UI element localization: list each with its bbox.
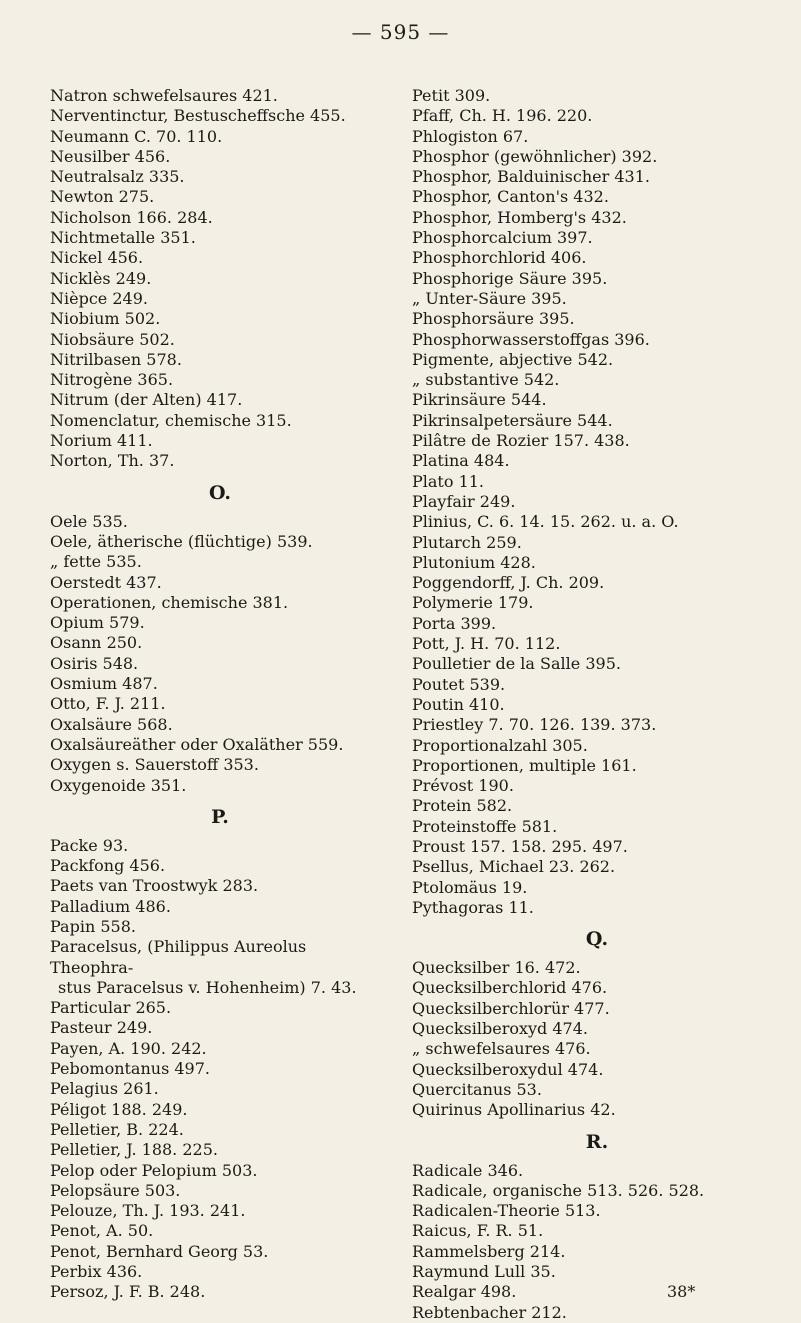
index-entry: Particular 265. — [50, 998, 172, 1018]
index-entry: Oxygen s. Sauerstoff 353. — [50, 755, 259, 775]
index-entry: Proportionalzahl 305. — [412, 735, 588, 755]
index-entry: Rebtenbacher 212. — [412, 1302, 567, 1322]
index-entry: Oxygenoide 351. — [50, 775, 187, 795]
index-entry: Phosphorcalcium 397. — [412, 228, 593, 248]
index-entry: „ fette 535. — [50, 552, 142, 572]
section-heading-q: Q. — [585, 928, 609, 951]
index-entry: Nomenclatur, chemische 315. — [50, 410, 292, 430]
index-entry: Operationen, chemische 381. — [50, 592, 289, 612]
index-entry: Proportionen, multiple 161. — [412, 755, 637, 775]
index-entry: Niobsäure 502. — [50, 329, 175, 349]
index-entry: Osmium 487. — [50, 674, 158, 694]
index-entry: Osiris 548. — [50, 653, 139, 673]
index-entry: Pelopsäure 503. — [50, 1180, 181, 1200]
index-entry: Pythagoras 11. — [412, 897, 534, 917]
index-entry: Persoz, J. F. B. 248. — [50, 1282, 206, 1302]
index-entry: Polymerie 179. — [412, 593, 534, 613]
index-entry: Nicholson 166. 284. — [50, 207, 213, 227]
index-entry: Otto, F. J. 211. — [50, 694, 166, 714]
index-entry: Quecksilberoxyd 474. — [412, 1019, 588, 1039]
index-entry: Phosphor, Balduinischer 431. — [412, 167, 650, 187]
index-entry: Phosphor, Homberg's 432. — [412, 207, 627, 227]
index-entry: Penot, A. 50. — [50, 1221, 154, 1241]
index-entry: Pott, J. H. 70. 112. — [412, 634, 561, 654]
index-entry: Pebomontanus 497. — [50, 1059, 210, 1079]
index-entry: Nièpce 249. — [50, 288, 148, 308]
index-entry: Quecksilber 16. 472. — [412, 958, 581, 978]
index-entry-paracelsus — [50, 937, 390, 998]
index-entry: Phosphorsäure 395. — [412, 309, 575, 329]
index-entry: Packe 93. — [50, 835, 129, 855]
index-entry: Quecksilberchlorür 477. — [412, 998, 610, 1018]
index-entry: Natron schwefelsaures 421. — [50, 86, 278, 105]
index-entry: Pelletier, J. 188. 225. — [50, 1140, 218, 1160]
index-entry: Phosphorwasserstoffgas 396. — [412, 329, 650, 349]
index-entry: Pelop oder Pelopium 503. — [50, 1160, 258, 1180]
index-entry: Quercitanus 53. — [412, 1079, 542, 1099]
index-entry: Phosphorige Säure 395. — [412, 268, 608, 288]
index-entry: Phosphorchlorid 406. — [412, 248, 587, 268]
index-entry: Pelletier, B. 224. — [50, 1119, 184, 1139]
index-entry: Oele 535. — [50, 511, 128, 531]
page-number: — 595 — — [351, 20, 450, 44]
index-entry: Pikrinsalpetersäure 544. — [412, 410, 613, 430]
index-group-n — [50, 86, 390, 472]
index-entry: Pikrinsäure 544. — [412, 390, 547, 410]
index-entry: Pelagius 261. — [50, 1079, 159, 1099]
index-entry: Nitrum (der Alten) 417. — [50, 390, 243, 410]
index-entry: Niobium 502. — [50, 309, 161, 329]
index-entry: Protein 582. — [412, 796, 513, 816]
index-entry: Phlogiston 67. — [412, 126, 529, 146]
index-entry: Newton 275. — [50, 187, 155, 207]
signature-mark: 38* — [667, 1282, 696, 1301]
index-entry: Neutralsalz 335. — [50, 167, 185, 187]
index-entry: Raicus, F. R. 51. — [412, 1221, 544, 1241]
index-entry: Proust 157. 158. 295. 497. — [412, 836, 628, 856]
index-entry: Plutarch 259. — [412, 532, 522, 552]
index-column-left — [50, 86, 390, 1303]
index-entry: Psellus, Michael 23. 262. — [412, 857, 616, 877]
index-entry: Pilâtre de Rozier 157. 438. — [412, 431, 630, 451]
index-entry: Packfong 456. — [50, 856, 166, 876]
index-entry: Radicale, organische 513. 526. 528. — [412, 1180, 705, 1200]
index-entry: Penot, Bernhard Georg 53. — [50, 1241, 269, 1261]
index-entry: Plutonium 428. — [412, 552, 536, 572]
index-entry: Quecksilberchlorid 476. — [412, 978, 608, 998]
index-entry: Norton, Th. 37. — [50, 451, 175, 471]
index-entry: Plinius, C. 6. 14. 15. 262. u. a. O. — [412, 512, 679, 532]
index-entry: Nickel 456. — [50, 248, 144, 268]
index-entry: Poggendorff, J. Ch. 209. — [412, 573, 605, 593]
index-column-right — [412, 86, 782, 1323]
index-entry: „ schwefelsaures 476. — [412, 1039, 591, 1059]
index-entry: Papin 558. — [50, 916, 136, 936]
index-entry: Poutet 539. — [412, 674, 506, 694]
index-entry: Raymund Lull 35. — [412, 1262, 556, 1282]
index-entry: Pelouze, Th. J. 193. 241. — [50, 1201, 246, 1221]
index-entry: Palladium 486. — [50, 896, 171, 916]
index-entry: Nitrogène 365. — [50, 370, 174, 390]
index-entry: Perbix 436. — [50, 1262, 143, 1282]
index-entry: „ Unter-Säure 395. — [412, 288, 567, 308]
index-entry: Radicale 346. — [412, 1160, 524, 1180]
index-group-p — [50, 836, 390, 1303]
index-entry: Oerstedt 437. — [50, 572, 162, 592]
index-entry: Playfair 249. — [412, 491, 516, 511]
index-entry: Petit 309. — [412, 86, 491, 105]
index-entry: Pasteur 249. — [50, 1018, 153, 1038]
index-entry: Porta 399. — [412, 613, 497, 633]
index-entry: Quecksilberoxydul 474. — [412, 1059, 604, 1079]
index-entry: Ptolomäus 19. — [412, 877, 528, 897]
index-entry: Plato 11. — [412, 471, 485, 491]
index-entry: Pigmente, abjective 542. — [412, 349, 614, 369]
index-entry: Platina 484. — [412, 451, 510, 471]
index-entry: Phosphor (gewöhnlicher) 392. — [412, 146, 658, 166]
index-group-p-continued — [412, 86, 782, 918]
index-entry: „ substantive 542. — [412, 370, 560, 390]
section-heading-r: R. — [585, 1130, 609, 1153]
index-entry: Nicklès 249. — [50, 268, 152, 288]
index-entry: Neusilber 456. — [50, 146, 171, 166]
index-entry: Oxalsäureäther oder Oxaläther 559. — [50, 734, 344, 754]
index-entry: Radicalen-Theorie 513. — [412, 1201, 601, 1221]
index-entry: Nichtmetalle 351. — [50, 228, 196, 248]
index-entry: Quirinus Apollinarius 42. — [412, 1100, 616, 1120]
index-group-o — [50, 512, 390, 796]
section-heading-o: O. — [208, 481, 232, 504]
index-entry: Norium 411. — [50, 431, 153, 451]
index-entry: Osann 250. — [50, 633, 143, 653]
index-entry: Oele, ätherische (flüchtige) 539. — [50, 531, 313, 551]
index-entry: Pfaff, Ch. H. 196. 220. — [412, 106, 593, 126]
index-entry: Neumann C. 70. 110. — [50, 126, 223, 146]
index-group-q — [412, 958, 782, 1120]
section-heading-p: P. — [211, 805, 229, 828]
index-entry: Prévost 190. — [412, 776, 514, 796]
index-group-r — [412, 1161, 782, 1323]
index-entry: Realgar 498. — [412, 1282, 517, 1302]
index-entry: Poulletier de la Salle 395. — [412, 654, 621, 674]
index-entry: Phosphor, Canton's 432. — [412, 187, 609, 207]
index-entry: Proteinstoffe 581. — [412, 816, 558, 836]
index-entry: Péligot 188. 249. — [50, 1099, 188, 1119]
index-entry: Rammelsberg 214. — [412, 1241, 566, 1261]
index-entry: Poutin 410. — [412, 694, 505, 714]
index-entry: Opium 579. — [50, 613, 145, 633]
index-entry: Oxalsäure 568. — [50, 714, 173, 734]
index-entry-line: Paracelsus, (Philippus Aureolus Theophra- — [50, 937, 307, 977]
index-entry: Nerventinctur, Bestuscheffsche 455. — [50, 106, 346, 126]
index-entry: Paets van Troostwyk 283. — [50, 876, 259, 896]
index-entry: Priestley 7. 70. 126. 139. 373. — [412, 715, 657, 735]
index-entry-continuation: stus Paracelsus v. Hohenheim) 7. 43. — [58, 977, 357, 997]
index-entry: Nitrilbasen 578. — [50, 349, 182, 369]
index-entry: Payen, A. 190. 242. — [50, 1038, 207, 1058]
